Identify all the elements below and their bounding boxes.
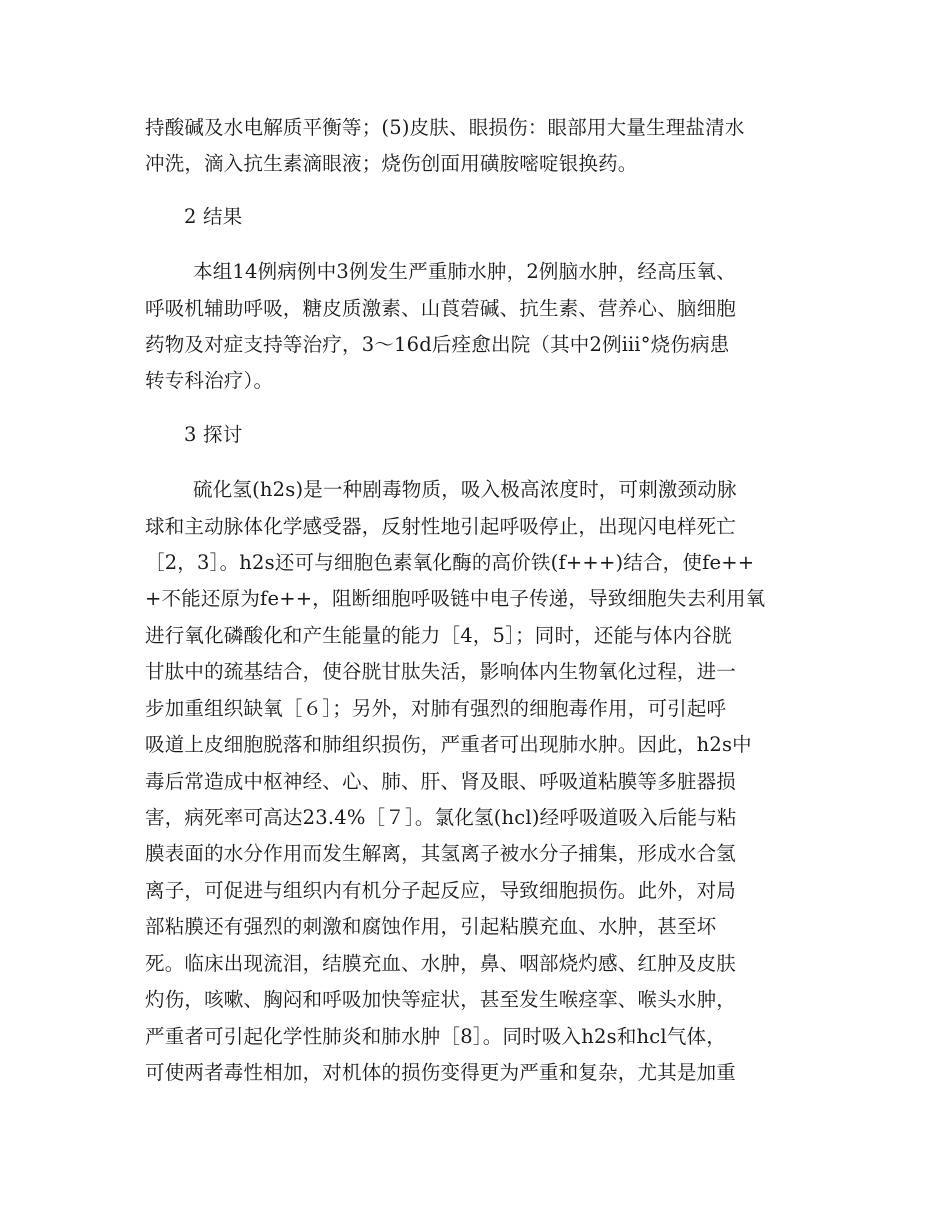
text-line: 本组14例病例中3例发生严重肺水肿，2例脑水肿，经高压氧、 — [193, 260, 736, 283]
text-line: ［2，3］。h2s还可与细胞色素氧化酶的高价铁(f+++)结合，使fe++ — [145, 551, 755, 574]
text-line: 部粘膜还有强烈的刺激和腐蚀作用，引起粘膜充血、水肿，甚至坏 — [145, 915, 717, 938]
text-line: 吸道上皮细胞脱落和肺组织损伤，严重者可出现肺水肿。因此，h2s中 — [145, 733, 752, 756]
text-line: 灼伤，咳嗽、胸闷和呼吸加快等症状，甚至发生喉痉挛、喉头水肿， — [145, 988, 737, 1011]
text-line: 离子，可促进与组织内有机分子起反应，导致细胞损伤。此外，对局 — [145, 879, 737, 902]
text-line: 进行氧化磷酸化和产生能量的能力［4，5］；同时，还能与体内谷胱 — [145, 624, 732, 647]
text-line: 持酸碱及水电解质平衡等；(5)皮肤、眼损伤：眼部用大量生理盐清水 — [145, 116, 745, 139]
text-line: +不能还原为fe++，阻断细胞呼吸链中电子传递，导致细胞失去利用氧 — [145, 587, 766, 610]
text-line: 药物及对症支持等治疗，3～16d后痊愈出院（其中2例ⅲ°烧伤病患 — [145, 333, 730, 356]
text-line: 冲洗，滴入抗生素滴眼液；烧伤创面用磺胺嘧啶银换药。 — [145, 152, 638, 175]
text-line: 硫化氢(h2s)是一种剧毒物质，吸入极高浓度时，可刺激颈动脉 — [193, 478, 737, 501]
section-heading-results: 2 结果 — [184, 205, 243, 228]
text-line: 甘肽中的巯基结合，使谷胱甘肽失活，影响体内生物氧化过程，进一 — [145, 660, 737, 683]
text-line: 球和主动脉体化学感受器，反射性地引起呼吸停止，出现闪电样死亡 — [145, 515, 737, 538]
text-line: 可使两者毒性相加，对机体的损伤变得更为严重和复杂，尤其是加重 — [145, 1061, 737, 1084]
text-line: 严重者可引起化学性肺炎和肺水肿［8］。同时吸入h2s和hcl气体， — [145, 1025, 726, 1048]
text-line: 害，病死率可高达23.4%［７］。氯化氢(hcl)经呼吸道吸入后能与粘 — [145, 806, 737, 829]
text-line: 步加重组织缺氧［６］；另外，对肺有强烈的细胞毒作用，可引起呼 — [145, 697, 727, 720]
text-line: 膜表面的水分作用而发生解离，其氢离子被水分子捕集，形成水合氢 — [145, 842, 737, 865]
text-line: 毒后常造成中枢神经、心、肺、肝、肾及眼、呼吸道粘膜等多脏器损 — [145, 770, 737, 793]
section-heading-discussion: 3 探讨 — [184, 423, 243, 446]
text-line: 呼吸机辅助呼吸，糖皮质激素、山莨菪碱、抗生素、营养心、脑细胞 — [145, 297, 737, 320]
text-line: 转专科治疗）。 — [145, 369, 274, 392]
text-line: 死。临床出现流泪，结膜充血、水肿，鼻、咽部烧灼感、红肿及皮肤 — [145, 952, 737, 975]
